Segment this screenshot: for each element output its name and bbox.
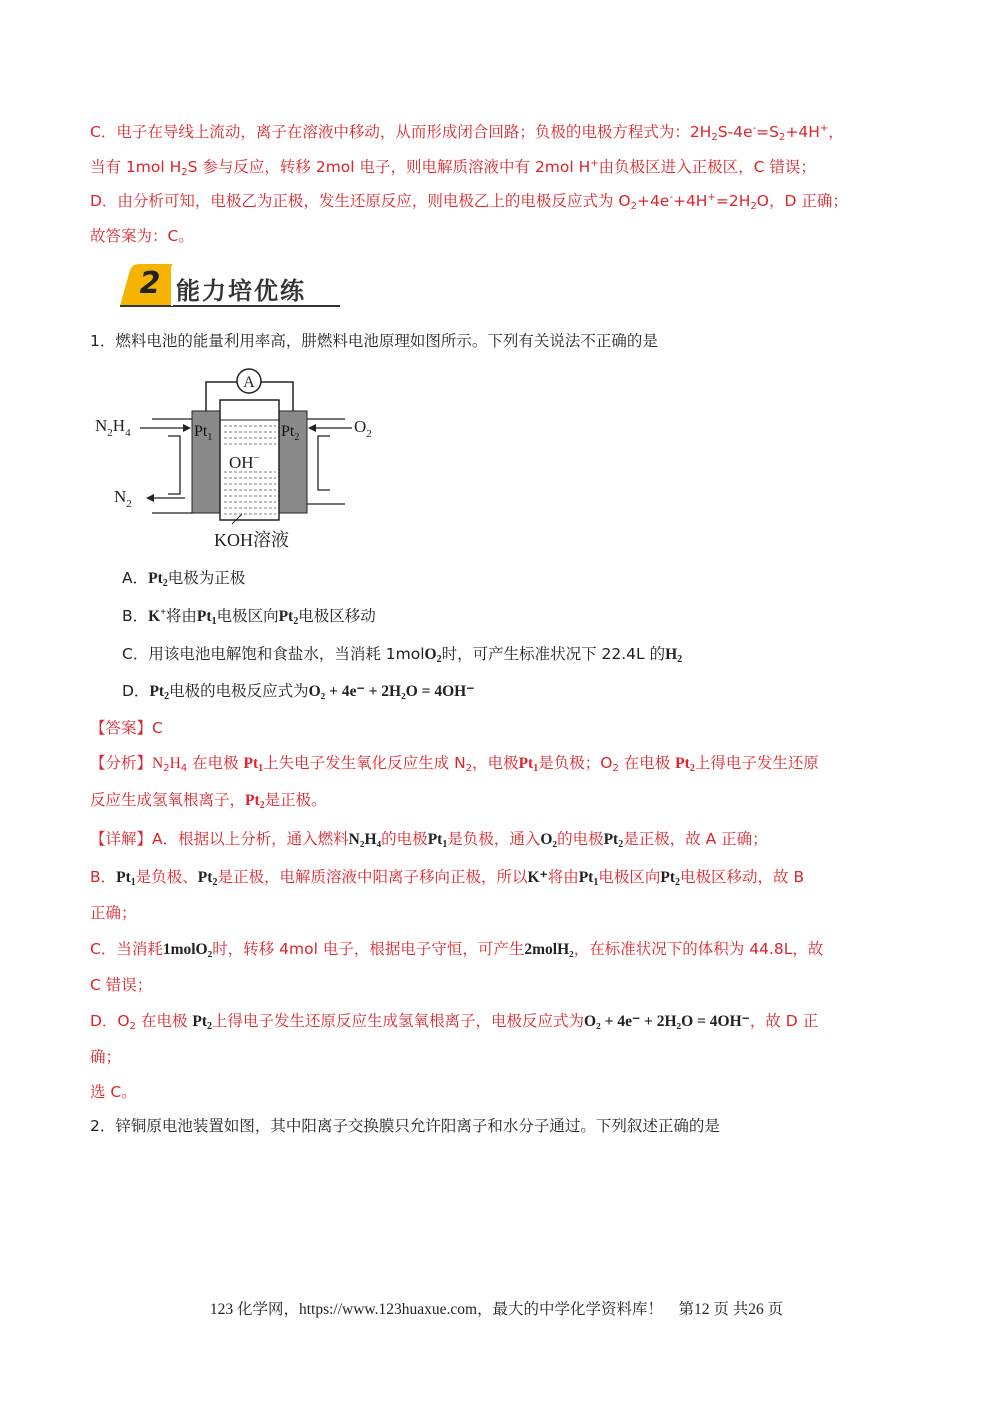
detail-line-c2: C 错误；	[90, 976, 153, 994]
prev-answer: 故答案为：C。	[90, 227, 194, 245]
page-footer: 123 化学网，https://www.123huaxue.com，最大的中学化学资料库！ 第12 页 共26 页	[209, 1301, 784, 1318]
prev-option-c-line1: C．电子在导线上流动，离子在溶液中移动，从而形成闭合回路；负极的电极方程式为：$2H_2S-4e^-=S_2+4H^+$，	[90, 123, 844, 143]
analysis-line1: 【分析】$N_2H_4$ 在电极 $Pt_1$上失电子发生氧化反应生成 $N_2$，电极$Pt_1$是负极；$O_2$ 在电极 $Pt_2$上得电子发生还原	[90, 754, 819, 774]
ammeter-label: A	[243, 374, 255, 391]
koh-label: KOH溶液	[214, 530, 289, 550]
answer-line: 【答案】C	[90, 719, 163, 737]
detail-line-d: D．$O_2$ 在电极 $Pt_2$上得电子发生还原反应生成氢氧根离子，电极反应式为O₂ + 4e⁻ + 2H₂O = 4OH⁻，故 D 正	[90, 1012, 819, 1032]
detail-line-d2: 确；	[90, 1048, 122, 1066]
pt2-label: $Pt_2$	[281, 423, 300, 443]
q1-option-c: C．用该电池电解饱和食盐水，当消耗 1molO$_2$时，可产生标准状况下 22.4L 的$H_2$	[122, 645, 683, 665]
analysis-line2: 反应生成氢氧根离子，$Pt_2$是正极。	[90, 791, 327, 811]
q1-option-a: A．$Pt_2$电极为正极	[122, 569, 246, 589]
section-header	[112, 262, 344, 310]
oh-label: OH−	[229, 452, 260, 472]
detail-line-b2: 正确；	[90, 904, 137, 922]
n2-label: $N_2$	[114, 487, 132, 510]
q2-stem: 2．锌铜原电池装置如图，其中阳离子交换膜只允许阳离子和水分子通过。下列叙述正确的是	[90, 1117, 720, 1135]
q1-stem: 1．燃料电池的能量利用率高，肼燃料电池原理如图所示。下列有关说法不正确的是	[90, 332, 658, 350]
prev-option-c-line2: 当有 1mol $H_2S$ 参与反应，转移 2mol 电子，则电解质溶液中有 2mol H+由负极区进入正极区，C 错误；	[90, 158, 816, 178]
o2-label: $O_2$	[354, 417, 372, 440]
q1-option-b: B．K+将由$Pt_1$电极区向$Pt_2$电极区移动	[122, 607, 376, 627]
n2h4-label: $N_2H_4$	[95, 416, 131, 439]
section-title: 能力培优练	[176, 277, 306, 305]
detail-line-c: C．当消耗1molO₂时，转移 4mol 电子，根据电子守恒，可产生2molH₂，在标准状况下的体积为 44.8L，故	[90, 940, 824, 958]
section-number: 2	[139, 266, 161, 301]
q1-option-d: D．$Pt_2$电极的电极反应式为O₂ + 4e⁻ + 2H₂O = 4OH⁻	[122, 682, 475, 702]
detail-line-b: B．$Pt_1$是负极、$Pt_2$是正极，电解质溶液中阳离子移向正极，所以K⁺将由$Pt_1$电极区向$Pt_2$电极区移动，故 B	[90, 868, 805, 888]
pt1-label: $Pt_1$	[194, 423, 213, 443]
fuel-cell-diagram	[90, 364, 390, 554]
detail-line-a: 【详解】A．根据以上分析，通入燃料N₂H₄的电极$Pt_1$是负极，通入O₂的电极$Pt_2$是正极，故 A 正确；	[90, 830, 768, 850]
detail-select: 选 C。	[90, 1083, 137, 1101]
prev-option-d: D．由分析可知，电极乙为正极，发生还原反应，则电极乙上的电极反应式为 $O_2+4e^-+4H^+=2H_2O$，D 正确；	[90, 192, 848, 212]
